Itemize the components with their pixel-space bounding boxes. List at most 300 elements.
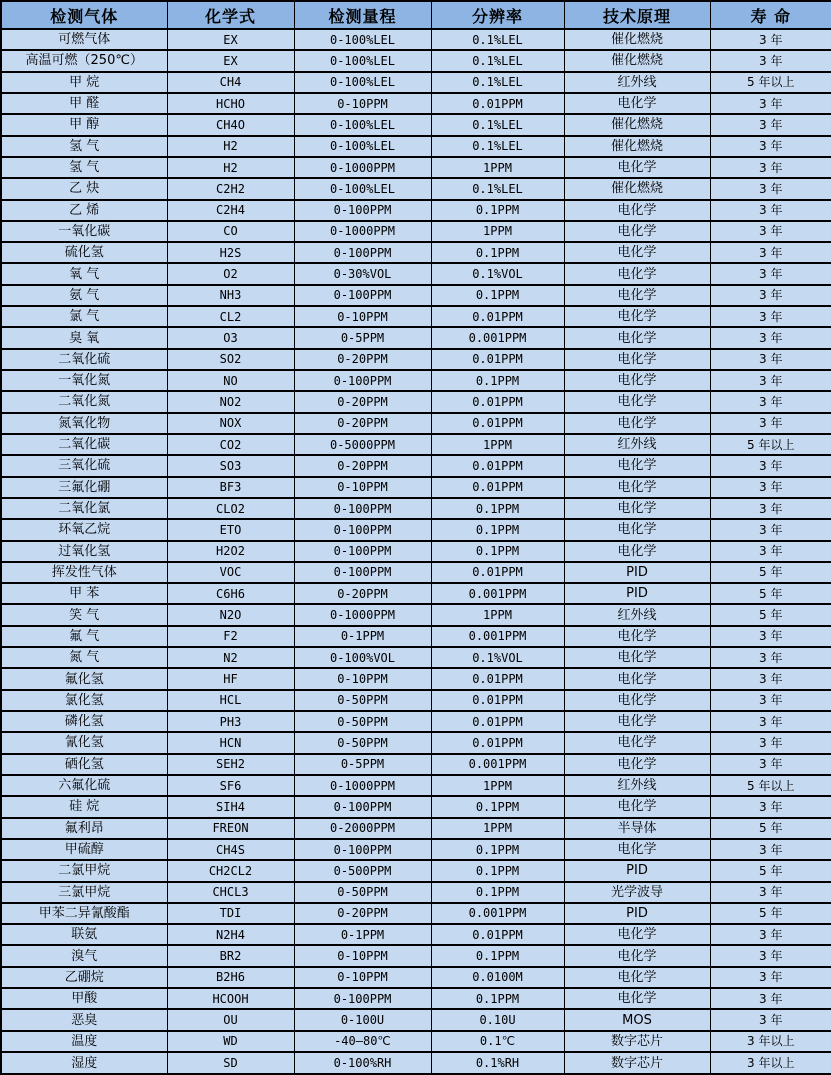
cell-resolution: 0.1%RH — [431, 1052, 564, 1074]
cell-technology: 半导体 — [564, 818, 710, 839]
cell-lifespan: 3 年 — [710, 242, 831, 263]
cell-chemical-formula: H2S — [167, 242, 294, 263]
cell-gas-name: 氮氧化物 — [1, 413, 167, 434]
cell-technology: 电化学 — [564, 93, 710, 114]
cell-lifespan: 3 年 — [710, 370, 831, 391]
cell-chemical-formula: C2H4 — [167, 200, 294, 221]
table-row — [1, 839, 831, 860]
cell-gas-name: 一氧化碳 — [1, 221, 167, 242]
cell-resolution: 0.01PPM — [431, 924, 564, 945]
cell-resolution: 0.1PPM — [431, 519, 564, 540]
cell-technology: 电化学 — [564, 200, 710, 221]
cell-gas-name: 硒化氢 — [1, 754, 167, 775]
cell-gas-name: 环氧乙烷 — [1, 519, 167, 540]
cell-technology: 电化学 — [564, 306, 710, 327]
cell-gas-name: 氰化氢 — [1, 732, 167, 753]
table-row — [1, 434, 831, 455]
cell-chemical-formula: CL2 — [167, 306, 294, 327]
cell-gas-name: 氯化氢 — [1, 690, 167, 711]
table-row — [1, 583, 831, 604]
cell-lifespan: 3 年 — [710, 882, 831, 903]
table-row — [1, 157, 831, 178]
table-row — [1, 200, 831, 221]
cell-gas-name: 氢 气 — [1, 136, 167, 157]
cell-resolution: 0.1%LEL — [431, 50, 564, 71]
cell-gas-name: 乙 烯 — [1, 200, 167, 221]
cell-detection-range: 0-100PPM — [294, 285, 431, 306]
cell-technology: 电化学 — [564, 349, 710, 370]
cell-gas-name: 臭 氧 — [1, 327, 167, 348]
cell-gas-name: 氟 气 — [1, 626, 167, 647]
cell-technology: 电化学 — [564, 455, 710, 476]
cell-detection-range: 0-20PPM — [294, 349, 431, 370]
cell-detection-range: 0-100PPM — [294, 988, 431, 1009]
cell-lifespan: 3 年 — [710, 711, 831, 732]
cell-gas-name: 甲 烷 — [1, 72, 167, 93]
cell-chemical-formula: SO3 — [167, 455, 294, 476]
cell-resolution: 0.1PPM — [431, 882, 564, 903]
cell-technology: 催化燃烧 — [564, 136, 710, 157]
cell-lifespan: 3 年 — [710, 157, 831, 178]
cell-gas-name: 二氧化氯 — [1, 498, 167, 519]
table-row — [1, 732, 831, 753]
cell-detection-range: 0-100U — [294, 1009, 431, 1030]
cell-technology: 电化学 — [564, 413, 710, 434]
cell-detection-range: 0-1000PPM — [294, 221, 431, 242]
cell-resolution: 0.001PPM — [431, 754, 564, 775]
cell-detection-range: 0-10PPM — [294, 967, 431, 988]
cell-detection-range: 0-50PPM — [294, 732, 431, 753]
table-row — [1, 562, 831, 583]
cell-technology: 光学波导 — [564, 882, 710, 903]
cell-lifespan: 3 年 — [710, 839, 831, 860]
cell-lifespan: 5 年以上 — [710, 434, 831, 455]
cell-detection-range: 0-50PPM — [294, 690, 431, 711]
cell-lifespan: 3 年以上 — [710, 1031, 831, 1052]
cell-lifespan: 3 年 — [710, 1009, 831, 1030]
table-row — [1, 647, 831, 668]
table-row — [1, 50, 831, 71]
cell-chemical-formula: O2 — [167, 263, 294, 284]
header-row — [1, 1, 831, 29]
cell-chemical-formula: B2H6 — [167, 967, 294, 988]
cell-lifespan: 3 年 — [710, 136, 831, 157]
table-row — [1, 1052, 831, 1074]
cell-chemical-formula: HCHO — [167, 93, 294, 114]
cell-chemical-formula: VOC — [167, 562, 294, 583]
cell-chemical-formula: C2H2 — [167, 178, 294, 199]
cell-detection-range: 0-100%LEL — [294, 72, 431, 93]
cell-resolution: 0.1%LEL — [431, 178, 564, 199]
cell-gas-name: 硅 烷 — [1, 796, 167, 817]
cell-gas-name: 挥发性气体 — [1, 562, 167, 583]
cell-lifespan: 3 年 — [710, 668, 831, 689]
cell-detection-range: 0-1PPM — [294, 924, 431, 945]
cell-gas-name: 甲 醇 — [1, 114, 167, 135]
cell-gas-name: 三氯甲烷 — [1, 882, 167, 903]
cell-technology: 红外线 — [564, 604, 710, 625]
cell-lifespan: 5 年 — [710, 860, 831, 881]
cell-lifespan: 3 年 — [710, 690, 831, 711]
cell-chemical-formula: H2O2 — [167, 541, 294, 562]
table-row — [1, 306, 831, 327]
cell-lifespan: 3 年 — [710, 541, 831, 562]
table-row — [1, 72, 831, 93]
cell-lifespan: 3 年 — [710, 498, 831, 519]
cell-resolution: 0.01PPM — [431, 413, 564, 434]
cell-resolution: 0.1PPM — [431, 242, 564, 263]
cell-gas-name: 硫化氢 — [1, 242, 167, 263]
cell-resolution: 0.1PPM — [431, 200, 564, 221]
table-row — [1, 924, 831, 945]
cell-detection-range: 0-50PPM — [294, 882, 431, 903]
cell-chemical-formula: H2 — [167, 136, 294, 157]
cell-resolution: 1PPM — [431, 221, 564, 242]
table-row — [1, 604, 831, 625]
table-row — [1, 882, 831, 903]
cell-gas-name: 氟化氢 — [1, 668, 167, 689]
cell-chemical-formula: HCOOH — [167, 988, 294, 1009]
cell-chemical-formula: CH2CL2 — [167, 860, 294, 881]
cell-lifespan: 3 年 — [710, 945, 831, 966]
cell-resolution: 0.01PPM — [431, 711, 564, 732]
cell-lifespan: 3 年 — [710, 29, 831, 50]
cell-resolution: 0.1PPM — [431, 285, 564, 306]
cell-gas-name: 二氧化碳 — [1, 434, 167, 455]
cell-lifespan: 3 年 — [710, 93, 831, 114]
cell-resolution: 1PPM — [431, 157, 564, 178]
cell-technology: 电化学 — [564, 690, 710, 711]
cell-technology: PID — [564, 583, 710, 604]
column-header-technology: 技术原理 — [564, 1, 710, 29]
cell-resolution: 1PPM — [431, 775, 564, 796]
cell-detection-range: 0-10PPM — [294, 945, 431, 966]
cell-lifespan: 3 年 — [710, 626, 831, 647]
cell-gas-name: 六氟化硫 — [1, 775, 167, 796]
cell-resolution: 1PPM — [431, 604, 564, 625]
cell-technology: 电化学 — [564, 498, 710, 519]
cell-chemical-formula: F2 — [167, 626, 294, 647]
cell-lifespan: 3 年 — [710, 200, 831, 221]
cell-lifespan: 3 年 — [710, 263, 831, 284]
table-row — [1, 860, 831, 881]
cell-technology: 红外线 — [564, 434, 710, 455]
cell-detection-range: -40—80℃ — [294, 1031, 431, 1052]
cell-gas-name: 联氨 — [1, 924, 167, 945]
cell-technology: 电化学 — [564, 988, 710, 1009]
cell-chemical-formula: PH3 — [167, 711, 294, 732]
cell-detection-range: 0-100PPM — [294, 242, 431, 263]
cell-detection-range: 0-5000PPM — [294, 434, 431, 455]
cell-resolution: 0.1PPM — [431, 541, 564, 562]
cell-detection-range: 0-50PPM — [294, 711, 431, 732]
cell-detection-range: 0-100%LEL — [294, 29, 431, 50]
table-row — [1, 93, 831, 114]
table-row — [1, 690, 831, 711]
cell-lifespan: 3 年 — [710, 327, 831, 348]
cell-lifespan: 3 年 — [710, 455, 831, 476]
cell-chemical-formula: HCL — [167, 690, 294, 711]
cell-chemical-formula: CHCL3 — [167, 882, 294, 903]
cell-technology: 电化学 — [564, 285, 710, 306]
cell-technology: 电化学 — [564, 754, 710, 775]
cell-chemical-formula: NO — [167, 370, 294, 391]
cell-chemical-formula: CO — [167, 221, 294, 242]
cell-lifespan: 3 年 — [710, 221, 831, 242]
cell-resolution: 0.01PPM — [431, 562, 564, 583]
cell-chemical-formula: EX — [167, 50, 294, 71]
cell-detection-range: 0-100PPM — [294, 796, 431, 817]
cell-gas-name: 甲 醛 — [1, 93, 167, 114]
cell-lifespan: 5 年以上 — [710, 72, 831, 93]
cell-technology: PID — [564, 860, 710, 881]
cell-resolution: 0.01PPM — [431, 668, 564, 689]
cell-detection-range: 0-100PPM — [294, 541, 431, 562]
table-row — [1, 945, 831, 966]
table-row — [1, 519, 831, 540]
cell-lifespan: 3 年 — [710, 50, 831, 71]
cell-lifespan: 3 年 — [710, 988, 831, 1009]
cell-chemical-formula: NOX — [167, 413, 294, 434]
cell-lifespan: 5 年 — [710, 562, 831, 583]
cell-technology: 电化学 — [564, 967, 710, 988]
table-row — [1, 818, 831, 839]
cell-gas-name: 二氧化氮 — [1, 391, 167, 412]
cell-resolution: 0.01PPM — [431, 690, 564, 711]
cell-technology: 电化学 — [564, 157, 710, 178]
cell-resolution: 0.001PPM — [431, 327, 564, 348]
table-header — [1, 1, 831, 29]
cell-detection-range: 0-20PPM — [294, 455, 431, 476]
cell-chemical-formula: CH4 — [167, 72, 294, 93]
cell-lifespan: 3 年以上 — [710, 1052, 831, 1074]
table-row — [1, 413, 831, 434]
cell-technology: 电化学 — [564, 391, 710, 412]
cell-detection-range: 0-1000PPM — [294, 775, 431, 796]
cell-gas-name: 高温可燃（250℃） — [1, 50, 167, 71]
cell-technology: 电化学 — [564, 647, 710, 668]
cell-resolution: 0.1%LEL — [431, 114, 564, 135]
table-row — [1, 29, 831, 50]
cell-chemical-formula: FREON — [167, 818, 294, 839]
table-row — [1, 988, 831, 1009]
cell-lifespan: 5 年 — [710, 903, 831, 924]
cell-technology: 电化学 — [564, 668, 710, 689]
cell-technology: 数字芯片 — [564, 1031, 710, 1052]
cell-gas-name: 三氧化硫 — [1, 455, 167, 476]
table-row — [1, 349, 831, 370]
cell-chemical-formula: OU — [167, 1009, 294, 1030]
cell-detection-range: 0-100%LEL — [294, 136, 431, 157]
cell-detection-range: 0-10PPM — [294, 306, 431, 327]
cell-chemical-formula: N2 — [167, 647, 294, 668]
cell-lifespan: 3 年 — [710, 477, 831, 498]
cell-technology: 电化学 — [564, 839, 710, 860]
cell-resolution: 0.0100M — [431, 967, 564, 988]
cell-technology: 红外线 — [564, 775, 710, 796]
table-row — [1, 391, 831, 412]
cell-gas-name: 二氯甲烷 — [1, 860, 167, 881]
cell-detection-range: 0-20PPM — [294, 903, 431, 924]
table-row — [1, 455, 831, 476]
cell-detection-range: 0-100PPM — [294, 370, 431, 391]
cell-chemical-formula: NH3 — [167, 285, 294, 306]
cell-lifespan: 3 年 — [710, 924, 831, 945]
cell-gas-name: 湿度 — [1, 1052, 167, 1074]
cell-chemical-formula: CH4S — [167, 839, 294, 860]
cell-chemical-formula: SD — [167, 1052, 294, 1074]
cell-chemical-formula: SEH2 — [167, 754, 294, 775]
cell-gas-name: 氢 气 — [1, 157, 167, 178]
cell-technology: 电化学 — [564, 519, 710, 540]
cell-resolution: 0.1%LEL — [431, 72, 564, 93]
cell-technology: 电化学 — [564, 711, 710, 732]
cell-detection-range: 0-100%RH — [294, 1052, 431, 1074]
column-header-chemical-formula: 化学式 — [167, 1, 294, 29]
table-row — [1, 754, 831, 775]
cell-detection-range: 0-5PPM — [294, 327, 431, 348]
cell-technology: 数字芯片 — [564, 1052, 710, 1074]
cell-chemical-formula: NO2 — [167, 391, 294, 412]
cell-technology: 电化学 — [564, 796, 710, 817]
cell-gas-name: 二氧化硫 — [1, 349, 167, 370]
cell-detection-range: 0-1000PPM — [294, 157, 431, 178]
cell-technology: 催化燃烧 — [564, 50, 710, 71]
cell-detection-range: 0-10PPM — [294, 477, 431, 498]
cell-detection-range: 0-100%LEL — [294, 114, 431, 135]
cell-detection-range: 0-10PPM — [294, 93, 431, 114]
cell-gas-name: 氟利昂 — [1, 818, 167, 839]
cell-gas-name: 氧 气 — [1, 263, 167, 284]
cell-lifespan: 3 年 — [710, 391, 831, 412]
cell-technology: 电化学 — [564, 541, 710, 562]
cell-resolution: 0.1%VOL — [431, 647, 564, 668]
cell-gas-name: 氮 气 — [1, 647, 167, 668]
cell-lifespan: 3 年 — [710, 732, 831, 753]
cell-chemical-formula: CO2 — [167, 434, 294, 455]
cell-resolution: 0.1PPM — [431, 498, 564, 519]
cell-gas-name: 恶臭 — [1, 1009, 167, 1030]
cell-technology: PID — [564, 903, 710, 924]
cell-lifespan: 5 年以上 — [710, 775, 831, 796]
cell-resolution: 0.1PPM — [431, 860, 564, 881]
table-row — [1, 1009, 831, 1030]
cell-chemical-formula: C6H6 — [167, 583, 294, 604]
table-row — [1, 370, 831, 391]
table-row — [1, 136, 831, 157]
cell-chemical-formula: WD — [167, 1031, 294, 1052]
table-row — [1, 178, 831, 199]
cell-gas-name: 过氧化氢 — [1, 541, 167, 562]
cell-detection-range: 0-20PPM — [294, 391, 431, 412]
cell-technology: MOS — [564, 1009, 710, 1030]
cell-resolution: 0.01PPM — [431, 93, 564, 114]
cell-technology: 催化燃烧 — [564, 178, 710, 199]
cell-resolution: 0.1PPM — [431, 796, 564, 817]
cell-chemical-formula: TDI — [167, 903, 294, 924]
cell-gas-name: 可燃气体 — [1, 29, 167, 50]
cell-resolution: 0.01PPM — [431, 306, 564, 327]
table-row — [1, 626, 831, 647]
cell-chemical-formula: BR2 — [167, 945, 294, 966]
cell-technology: 催化燃烧 — [564, 29, 710, 50]
cell-detection-range: 0-100PPM — [294, 498, 431, 519]
cell-lifespan: 3 年 — [710, 114, 831, 135]
cell-lifespan: 3 年 — [710, 349, 831, 370]
cell-technology: 电化学 — [564, 924, 710, 945]
table-row — [1, 711, 831, 732]
cell-technology: 催化燃烧 — [564, 114, 710, 135]
cell-lifespan: 5 年 — [710, 818, 831, 839]
table-row — [1, 796, 831, 817]
column-header-gas-name: 检测气体 — [1, 1, 167, 29]
cell-chemical-formula: CLO2 — [167, 498, 294, 519]
table-row — [1, 541, 831, 562]
cell-technology: 电化学 — [564, 327, 710, 348]
cell-detection-range: 0-20PPM — [294, 583, 431, 604]
cell-resolution: 0.01PPM — [431, 349, 564, 370]
cell-chemical-formula: HCN — [167, 732, 294, 753]
table-row — [1, 327, 831, 348]
cell-gas-name: 一氧化氮 — [1, 370, 167, 391]
cell-chemical-formula: EX — [167, 29, 294, 50]
cell-lifespan: 3 年 — [710, 285, 831, 306]
cell-technology: 电化学 — [564, 370, 710, 391]
column-header-detection-range: 检测量程 — [294, 1, 431, 29]
table-row — [1, 221, 831, 242]
cell-chemical-formula: O3 — [167, 327, 294, 348]
cell-chemical-formula: HF — [167, 668, 294, 689]
cell-lifespan: 3 年 — [710, 306, 831, 327]
cell-resolution: 0.1%LEL — [431, 29, 564, 50]
cell-gas-name: 甲酸 — [1, 988, 167, 1009]
cell-detection-range: 0-100%LEL — [294, 50, 431, 71]
table-row — [1, 263, 831, 284]
cell-resolution: 0.1%LEL — [431, 136, 564, 157]
cell-resolution: 0.01PPM — [431, 391, 564, 412]
cell-gas-name: 甲硫醇 — [1, 839, 167, 860]
table-row — [1, 285, 831, 306]
table-row — [1, 967, 831, 988]
cell-detection-range: 0-30%VOL — [294, 263, 431, 284]
cell-chemical-formula: H2 — [167, 157, 294, 178]
cell-lifespan: 3 年 — [710, 967, 831, 988]
cell-resolution: 0.01PPM — [431, 477, 564, 498]
cell-detection-range: 0-5PPM — [294, 754, 431, 775]
cell-lifespan: 3 年 — [710, 519, 831, 540]
cell-resolution: 0.001PPM — [431, 903, 564, 924]
cell-chemical-formula: ETO — [167, 519, 294, 540]
table-row — [1, 477, 831, 498]
cell-chemical-formula: SIH4 — [167, 796, 294, 817]
cell-gas-name: 溴气 — [1, 945, 167, 966]
cell-resolution: 1PPM — [431, 818, 564, 839]
cell-resolution: 0.1PPM — [431, 370, 564, 391]
cell-technology: 电化学 — [564, 732, 710, 753]
cell-detection-range: 0-100PPM — [294, 562, 431, 583]
cell-resolution: 0.1%VOL — [431, 263, 564, 284]
cell-resolution: 1PPM — [431, 434, 564, 455]
cell-chemical-formula: N2H4 — [167, 924, 294, 945]
cell-lifespan: 5 年 — [710, 583, 831, 604]
cell-detection-range: 0-2000PPM — [294, 818, 431, 839]
cell-technology: 电化学 — [564, 263, 710, 284]
cell-lifespan: 3 年 — [710, 796, 831, 817]
cell-chemical-formula: CH4O — [167, 114, 294, 135]
cell-gas-name: 甲 苯 — [1, 583, 167, 604]
cell-detection-range: 0-100%LEL — [294, 178, 431, 199]
cell-gas-name: 氨 气 — [1, 285, 167, 306]
